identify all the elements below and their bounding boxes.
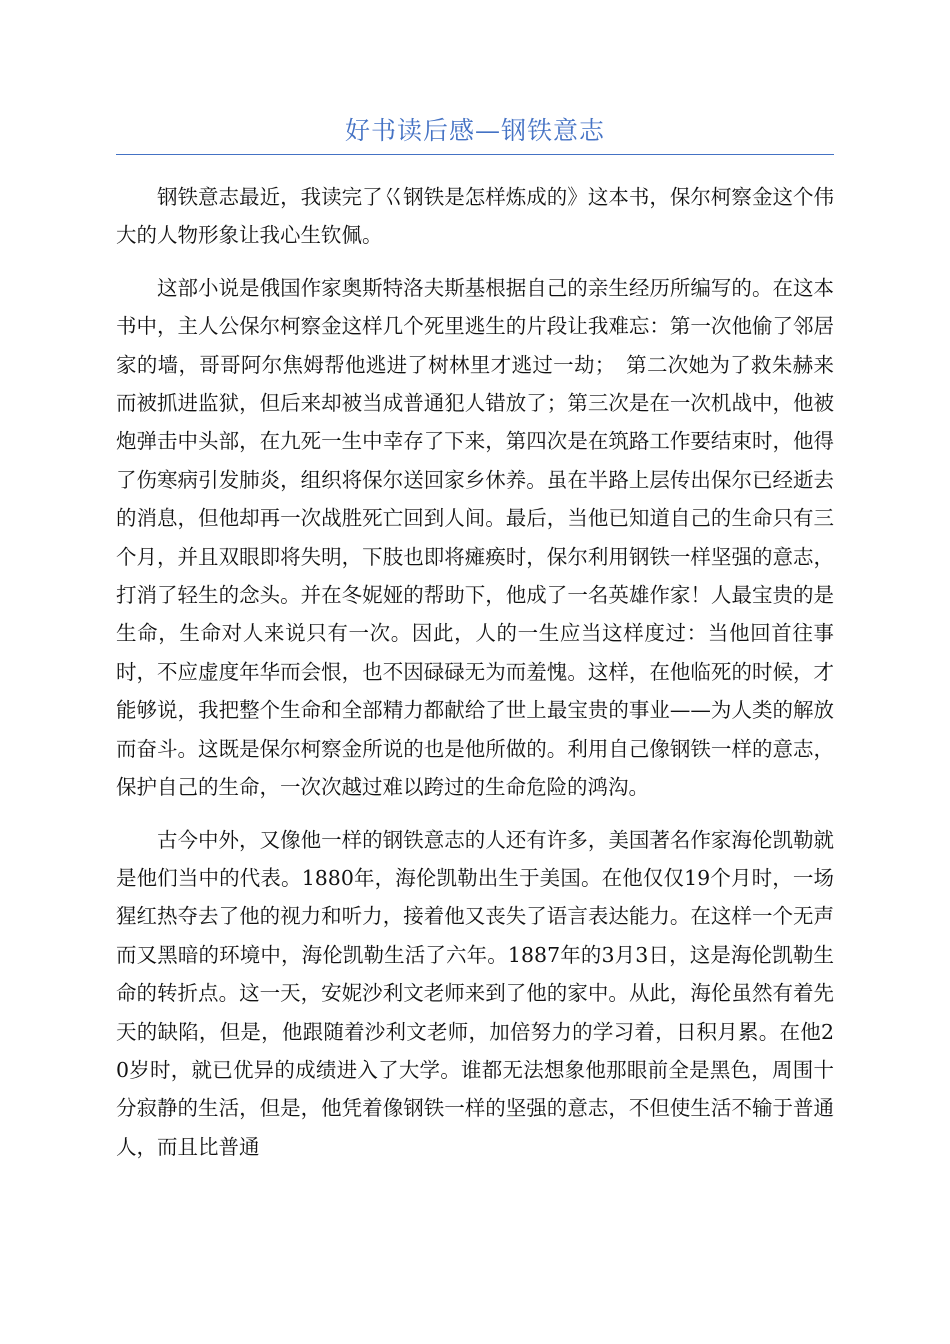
paragraph-1: 钢铁意志最近，我读完了巜钢铁是怎样炼成的》这本书，保尔柯察金这个伟大的人物形象让我心生钦佩。 [116,185,834,248]
document-body [116,178,834,1180]
paragraph-2: 这部小说是俄国作家奥斯特洛夫斯基根据自己的亲生经历所编写的。在这本书中，主人公保尔柯察金这样几个死里逃生的片段让我难忘：第一次他偷了邻居家的墙，哥哥阿尔焦姆帮他逃进了树林里才逃过一劫； 第二次她为了救朱赫来而被抓进监狱，但后来却被当成普通犯人错放了；第三次是在一次机战中，他被炮弹击中头部，在九死一生中幸存了下来，第四次是在筑路工作要结束时，他得了伤寒病引发肺炎，组织将保尔送回家乡休养。虽在半路上层传出保尔已经逝去的消息，但他却再一次战胜死亡回到人间。最后，当他已知道自己的生命只有三个月，并且双眼即将失明，下肢也即将瘫痪时，保尔利用钢铁一样坚强的意志，打消了轻生的念头。并在冬妮娅的帮助下，他成了一名英雄作家！人最宝贵的是生命，生命对人来说只有一次。因此，人的一生应当这样度过：当他回首往事时，不应虚度年华而会恨，也不因碌碌无为而羞愧。这样，在他临死的时候，才能够说，我把整个生命和全部精力都献给了世上最宝贵的事业——为人类的解放而奋斗。这既是保尔柯察金所说的也是他所做的。利用自己像钢铁一样的意志，保护自己的生命，一次次越过难以跨过的生命危险的鸿沟。 [116,275,834,800]
title-underline [116,154,834,155]
paragraph-3: 古今中外，又像他一样的钢铁意志的人还有许多，美国著名作家海伦凯勒就是他们当中的代表。1880年，海伦凯勒出生于美国。在他仅仅19个月时，一场猩红热夺去了他的视力和听力，接着他又丧失了语言表达能力。在这样一个无声而又黑暗的环境中，海伦凯勒生活了六年。1887年的3月3日，这是海伦凯勒生命的转折点。这一天，安妮沙利文老师来到了他的家中。从此，海伦虽然有着先天的缺陷，但是，他跟随着沙利文老师，加倍努力的学习着，日积月累。在他20岁时，就已优异的成绩进入了大学。谁都无法想象他那眼前全是黑色，周围十分寂静的生活，但是，他凭着像钢铁一样的坚强的意志，不但使生活不输于普通人，而且比普通 [116,827,834,1159]
document-title: 好书读后感—钢铁意志 [344,116,605,145]
